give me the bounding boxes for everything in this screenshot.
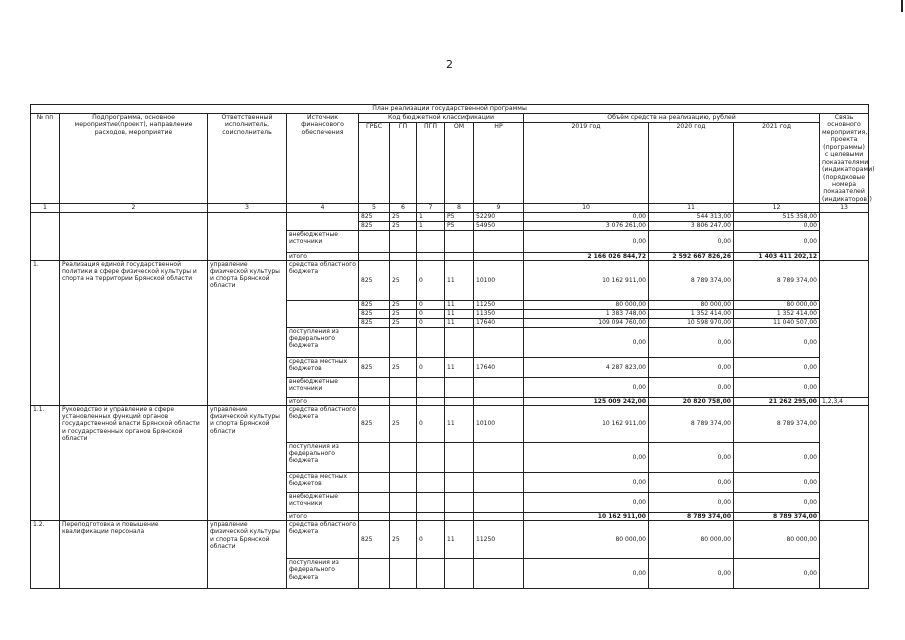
cell-2019: 0,00	[524, 377, 649, 397]
cell-2021: 515 358,00	[734, 212, 820, 221]
cell-np: 52290	[474, 212, 524, 221]
page-number: 2	[446, 58, 453, 71]
header-2020: 2020 год	[649, 123, 734, 204]
cell-grbs: 825	[359, 406, 390, 443]
cell-2021: 0,00	[734, 230, 820, 252]
cell-2021: 11 040 507,00	[734, 318, 820, 327]
cell-empty	[390, 230, 417, 252]
cell-empty	[208, 212, 287, 260]
cell-gp: 25	[390, 357, 417, 377]
cell-empty	[359, 493, 390, 513]
cell-2020-total: 8 789 374,00	[649, 513, 734, 521]
cell-2019: 80 000,00	[524, 521, 649, 559]
cell-2019-total: 2 166 026 844,72	[524, 252, 649, 260]
cell-pgp: 0	[417, 309, 445, 318]
cell-link: 1,2,3,4	[820, 397, 869, 405]
cell-2021: 0,00	[734, 473, 820, 493]
cell-gp: 25	[390, 221, 417, 230]
cell-source: внебюджетные источники	[287, 493, 359, 513]
cell-subprogram: Реализация единой государственной политики в сфере физической культуры и спорта на территории Брянской области	[60, 260, 208, 405]
cell-empty	[445, 327, 474, 357]
cell-empty	[417, 397, 445, 405]
cell-2019-total: 125 009 242,00	[524, 397, 649, 405]
cell-source: внебюджетные источники	[287, 230, 359, 252]
cell-2019: 0,00	[524, 212, 649, 221]
cell-empty	[31, 212, 60, 260]
cell-gp: 25	[390, 300, 417, 309]
cell-np: 54950	[474, 221, 524, 230]
cell-empty	[445, 513, 474, 521]
cell-empty	[417, 493, 445, 513]
cell-source: поступления из федерального бюджета	[287, 559, 359, 589]
cell-empty	[390, 493, 417, 513]
cell-grbs: 825	[359, 521, 390, 559]
cell-empty	[417, 377, 445, 397]
cell-2019: 1 383 748,00	[524, 309, 649, 318]
cell-empty	[474, 443, 524, 473]
cell-2021: 0,00	[734, 327, 820, 357]
cell-2021: 8 789 374,00	[734, 406, 820, 443]
cell-2021-total: 1 403 411 202,12	[734, 252, 820, 260]
cell-2019: 80 000,00	[524, 300, 649, 309]
cell-np: 11350	[474, 309, 524, 318]
col-number: 13	[820, 204, 869, 212]
cell-empty	[474, 377, 524, 397]
cell-2021: 0,00	[734, 559, 820, 589]
cell-2021: 0,00	[734, 221, 820, 230]
cell-empty	[359, 397, 390, 405]
header-2019: 2019 год	[524, 123, 649, 204]
cell-empty	[390, 513, 417, 521]
cell-num: 1.	[31, 260, 60, 405]
table-title: План реализации государственной программы	[31, 105, 869, 114]
cell-num: 1.2.	[31, 521, 60, 589]
cell-2019-total: 10 162 911,00	[524, 513, 649, 521]
cell-2019: 0,00	[524, 559, 649, 589]
cell-np: 11250	[474, 300, 524, 309]
cell-subprogram: Переподготовка и повышение квалификации персонала	[60, 521, 208, 589]
cell-empty	[445, 377, 474, 397]
cell-gp: 25	[390, 406, 417, 443]
cell-empty	[417, 252, 445, 260]
cell-2020: 0,00	[649, 443, 734, 473]
cell-empty	[60, 212, 208, 260]
cell-2020-total: 2 592 667 826,26	[649, 252, 734, 260]
cell-pgp: 0	[417, 318, 445, 327]
cell-empty	[390, 327, 417, 357]
cell-2020: 0,00	[649, 377, 734, 397]
col-number: 6	[390, 204, 417, 212]
cell-om: 11	[445, 521, 474, 559]
cell-np: 17640	[474, 318, 524, 327]
cell-gp: 25	[390, 309, 417, 318]
cell-2020-total: 20 820 758,00	[649, 397, 734, 405]
cell-pgp: 1	[417, 212, 445, 221]
header-om: ОМ	[445, 123, 474, 204]
cell-empty	[445, 397, 474, 405]
col-number: 4	[287, 204, 359, 212]
cell-2019: 0,00	[524, 443, 649, 473]
cell-2019: 10 162 911,00	[524, 406, 649, 443]
cell-2020: 8 789 374,00	[649, 406, 734, 443]
cell-2020: 544 313,00	[649, 212, 734, 221]
cell-num: 1.1.	[31, 406, 60, 521]
cell-empty	[390, 443, 417, 473]
cell-empty	[445, 473, 474, 493]
cell-empty	[417, 443, 445, 473]
cell-empty	[474, 252, 524, 260]
cell-grbs: 825	[359, 212, 390, 221]
cell-empty	[359, 559, 390, 589]
header-responsible: Ответственный исполнитель, соисполнитель	[208, 114, 287, 204]
header-2021: 2021 год	[734, 123, 820, 204]
cell-2021: 0,00	[734, 493, 820, 513]
cell-source: средства областного бюджета	[287, 521, 359, 559]
cell-empty	[474, 493, 524, 513]
cell-om: 11	[445, 260, 474, 300]
cell-empty	[474, 230, 524, 252]
cell-empty	[390, 252, 417, 260]
col-number: 12	[734, 204, 820, 212]
cell-empty	[445, 230, 474, 252]
cell-2021-total: 8 789 374,00	[734, 513, 820, 521]
cell-responsible: управление физической культуры и спорта Брянской области	[208, 521, 287, 589]
cell-2019: 0,00	[524, 493, 649, 513]
cell-source: поступления из федерального бюджета	[287, 327, 359, 357]
cell-empty	[474, 397, 524, 405]
cell-om: P5	[445, 221, 474, 230]
header-budget-code: Код бюджетной классификации	[359, 114, 524, 123]
cell-2020: 0,00	[649, 493, 734, 513]
cell-2019: 0,00	[524, 230, 649, 252]
cell-responsible: управление физической культуры и спорта Брянской области	[208, 260, 287, 405]
cell-om: 11	[445, 406, 474, 443]
cell-2021-total: 21 262 295,00	[734, 397, 820, 405]
cell-2020: 3 806 247,00	[649, 221, 734, 230]
cell-2019: 4 287 823,00	[524, 357, 649, 377]
cell-2020: 1 352 414,00	[649, 309, 734, 318]
cell-2020: 10 598 970,00	[649, 318, 734, 327]
cell-om: 11	[445, 309, 474, 318]
cell-np: 11250	[474, 521, 524, 559]
cell-source: средства областного бюджета	[287, 260, 359, 300]
cell-empty	[390, 473, 417, 493]
cell-om: 11	[445, 357, 474, 377]
header-volume: Объём средств на реализацию, рублей	[524, 114, 820, 123]
cell-subprogram: Руководство и управление в сфере установленных функций органов государственной власти Брянской области и государственных органов Брянской области	[60, 406, 208, 521]
cell-source: средства местных бюджетов	[287, 473, 359, 493]
col-number: 7	[417, 204, 445, 212]
cell-empty	[474, 327, 524, 357]
header-grbs: ГРБС	[359, 123, 390, 204]
col-number: 5	[359, 204, 390, 212]
cell-empty	[820, 406, 869, 521]
cell-empty	[390, 397, 417, 405]
cell-empty	[359, 513, 390, 521]
cell-pgp: 0	[417, 260, 445, 300]
header-source: Источник финансового обеспечения	[287, 114, 359, 204]
cell-2021: 0,00	[734, 357, 820, 377]
cell-empty	[474, 513, 524, 521]
cell-empty	[359, 327, 390, 357]
cell-2021: 8 789 374,00	[734, 260, 820, 300]
cell-empty	[445, 252, 474, 260]
cell-2021: 0,00	[734, 443, 820, 473]
cell-source: внебюджетные источники	[287, 377, 359, 397]
cell-2019: 109 094 760,00	[524, 318, 649, 327]
cell-empty	[417, 473, 445, 493]
cell-2019: 10 162 911,00	[524, 260, 649, 300]
cell-grbs: 825	[359, 357, 390, 377]
cell-np: 10100	[474, 406, 524, 443]
cell-np: 17640	[474, 357, 524, 377]
cell-pgp: 0	[417, 521, 445, 559]
cell-gp: 25	[390, 521, 417, 559]
cell-empty	[417, 230, 445, 252]
cell-2020: 8 789 374,00	[649, 260, 734, 300]
cell-empty	[445, 493, 474, 513]
program-plan-table	[30, 104, 875, 589]
cell-gp: 25	[390, 260, 417, 300]
cell-empty	[359, 443, 390, 473]
cell-grbs: 825	[359, 260, 390, 300]
cell-2020: 0,00	[649, 473, 734, 493]
col-number: 1	[31, 204, 60, 212]
col-number: 8	[445, 204, 474, 212]
cell-empty	[359, 252, 390, 260]
cell-empty	[445, 443, 474, 473]
cell-empty	[474, 473, 524, 493]
cell-pgp: 0	[417, 300, 445, 309]
header-subprogram: Подпрограмма, основное мероприятие(проект), направление расходов, мероприятие	[60, 114, 208, 204]
edge-mark	[901, 0, 903, 12]
cell-empty	[820, 260, 869, 397]
cell-2021: 80 000,00	[734, 521, 820, 559]
cell-empty	[820, 521, 869, 589]
cell-empty	[417, 327, 445, 357]
cell-empty	[390, 377, 417, 397]
cell-grbs: 825	[359, 318, 390, 327]
cell-2019: 0,00	[524, 473, 649, 493]
header-gp: ГП	[390, 123, 417, 204]
cell-source: поступления из федерального бюджета	[287, 443, 359, 473]
cell-source: средства местных бюджетов	[287, 357, 359, 377]
cell-source: средства областного бюджета	[287, 406, 359, 443]
cell-2021: 80 000,00	[734, 300, 820, 309]
cell-np: 10100	[474, 260, 524, 300]
cell-pgp: 0	[417, 357, 445, 377]
cell-empty	[417, 513, 445, 521]
cell-2021: 1 352 414,00	[734, 309, 820, 318]
cell-gp: 25	[390, 318, 417, 327]
col-number: 2	[60, 204, 208, 212]
cell-empty	[474, 559, 524, 589]
cell-empty	[820, 212, 869, 260]
cell-2021: 0,00	[734, 377, 820, 397]
cell-empty	[359, 473, 390, 493]
col-number: 10	[524, 204, 649, 212]
col-number: 3	[208, 204, 287, 212]
cell-2020: 0,00	[649, 357, 734, 377]
cell-empty	[359, 377, 390, 397]
cell-2019: 0,00	[524, 327, 649, 357]
cell-source-total: итого	[287, 252, 359, 260]
cell-om: 11	[445, 318, 474, 327]
cell-empty	[445, 559, 474, 589]
cell-empty	[417, 559, 445, 589]
cell-2020: 80 000,00	[649, 521, 734, 559]
cell-gp: 25	[390, 212, 417, 221]
cell-empty	[359, 230, 390, 252]
header-link: Связь основного мероприятия, проекта (программы) с целевыми показателями (индикаторами) (порядковые номера показателей (индикаторов))	[820, 114, 869, 204]
cell-2020: 80 000,00	[649, 300, 734, 309]
cell-grbs: 825	[359, 309, 390, 318]
cell-2019: 3 076 261,00	[524, 221, 649, 230]
col-number: 9	[474, 204, 524, 212]
cell-grbs: 825	[359, 300, 390, 309]
cell-2020: 0,00	[649, 559, 734, 589]
cell-2020: 0,00	[649, 327, 734, 357]
cell-source-total: итого	[287, 513, 359, 521]
cell-source-total: итого	[287, 397, 359, 405]
cell-responsible: управление физической культуры и спорта Брянской области	[208, 406, 287, 521]
cell-empty	[390, 559, 417, 589]
cell-om: 11	[445, 300, 474, 309]
cell-2020: 0,00	[649, 230, 734, 252]
header-num: № пп	[31, 114, 60, 204]
cell-empty	[287, 212, 359, 230]
header-np: НР	[474, 123, 524, 204]
cell-empty	[287, 300, 359, 327]
header-pgp: ПГП	[417, 123, 445, 204]
cell-pgp: 1	[417, 221, 445, 230]
col-number: 11	[649, 204, 734, 212]
cell-grbs: 825	[359, 221, 390, 230]
cell-pgp: 0	[417, 406, 445, 443]
cell-om: P5	[445, 212, 474, 221]
